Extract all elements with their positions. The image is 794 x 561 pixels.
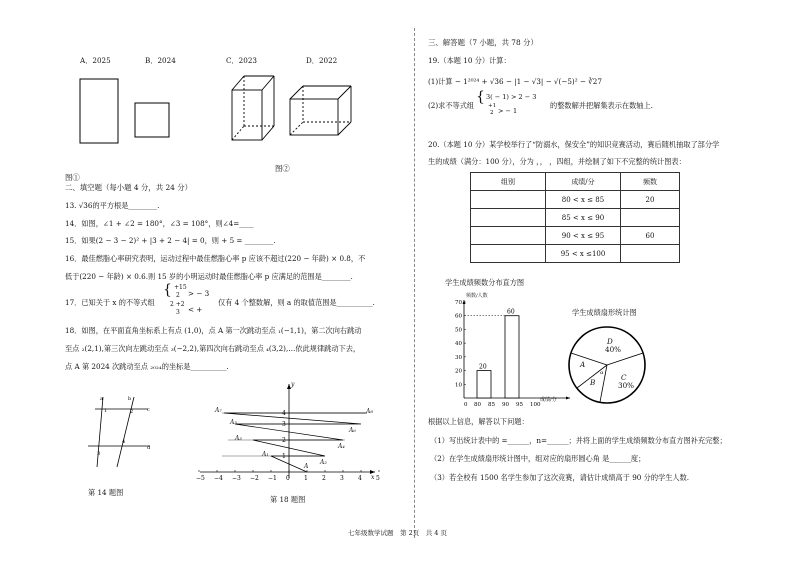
- question-14: 14．如图，∠1 + ∠2 = 180°，∠3 = 108°，则∠4=____: [65, 219, 254, 228]
- fig14-angle3: 3: [97, 451, 101, 457]
- question-19-part2-prefix: (2)求不等式组: [428, 101, 475, 110]
- fig14-angle4: 4: [122, 439, 126, 445]
- fig14-label-a: a: [100, 396, 103, 402]
- table-row: 90 < x ≤ 95 60: [471, 227, 680, 245]
- fig18-label-a3: A₃: [235, 435, 242, 442]
- hist-y-tick-label: 20: [455, 368, 462, 375]
- fig18-y-tick-label: 1: [282, 453, 286, 460]
- fig18-x-tick-label: 4: [358, 475, 362, 482]
- hist-x-tick-label: 85: [488, 402, 495, 408]
- histogram-x-label: 成绩/分: [540, 397, 557, 403]
- fig18-x-axis-label: x: [371, 474, 375, 481]
- fig14-angle1: 1: [104, 408, 108, 414]
- fig18-x-tick-label: 3: [340, 475, 344, 482]
- fig18-y-tick-label: 2: [282, 437, 286, 444]
- q19-sys1: 3( − 1) > 2 − 3: [486, 93, 537, 101]
- subquestion-2: （2）在学生成绩扇形统计图中，组对应的扇形圆心角 是______度；: [430, 454, 646, 463]
- question-19-head: 19.（本题 10 分）计算：: [428, 56, 511, 65]
- hist-y-tick-label: 10: [455, 382, 462, 389]
- table-row: 85 < x ≤ 90: [471, 209, 680, 227]
- question-18-line2: 至点 ₂(2,1),第三次向左跳动至点 ₃(−2,2),第四次向右跳动至点 ₄(3,2),…依此规律跳动下去，: [65, 344, 361, 353]
- fig18-x-tick-label: −5: [196, 475, 205, 482]
- q19-sys2-den: 2: [490, 110, 494, 116]
- option-d: D．2022: [306, 56, 338, 65]
- fig18-label-a1: A₁: [262, 451, 269, 458]
- fig18-y-tick-label: 4: [282, 410, 286, 417]
- fig18-x-tick-label: 2: [322, 475, 326, 482]
- question-13: 13. √36的平方根是________.: [65, 201, 160, 210]
- pie-label-d: D: [607, 337, 613, 346]
- hist-y-tick-label: 50: [455, 327, 462, 334]
- subquestion-3: （3）若全校有 1500 名学生参加了这次竞赛，请估计成绩高于 90 分的学生人数.: [430, 473, 690, 482]
- option-c: C．2023: [226, 56, 257, 65]
- table-header: 组别: [471, 173, 546, 191]
- table-header: 成绩/分: [546, 173, 621, 191]
- q19-brace: {: [476, 89, 485, 105]
- question-20-line1: 20.（本题 10 分）某学校举行了“防溺水，保安全”的知识竞赛活动，赛后随机抽取了部分学: [428, 140, 720, 149]
- fig18-y-tick-label: 3: [282, 421, 286, 428]
- fig18-label-a8: A₈: [366, 408, 373, 415]
- section3-title: 三、解答题（7 小题，共 78 分）: [428, 38, 538, 47]
- table-header: 频数: [621, 173, 680, 191]
- fig18-x-tick-label: −1: [268, 475, 277, 482]
- pie-title: 学生成绩扇形统计图: [572, 308, 637, 317]
- hist-x-tick-label: 80: [474, 402, 481, 408]
- fig18-y-axis-label: y: [291, 381, 295, 388]
- option-b: B．2024: [145, 56, 176, 65]
- pie-label-a: A: [580, 360, 586, 369]
- q17-sys1-num: +15: [174, 284, 187, 291]
- question-18-line3: 点 A 第 2024 次跳动至点 ₂₀₂₄的坐标是__________.: [65, 362, 229, 371]
- q19-sys2-num: +1: [488, 103, 497, 109]
- fig18-x-tick-label: −2: [250, 475, 259, 482]
- question-20-line2: 生的成绩（满分：100 分），分为 ，， ，四组，并绘制了如下不完整的统计图表：: [428, 157, 686, 166]
- hist-x-tick-label: 100: [530, 402, 541, 408]
- fig1-caption: 图①: [65, 173, 80, 182]
- hist-bar-label: 60: [507, 308, 515, 316]
- pie-label-b: B: [590, 378, 596, 387]
- fig14-caption: 第 14 题图: [88, 488, 124, 497]
- section2-title: 二、填空题（每小题 4 分，共 24 分）: [65, 183, 192, 192]
- page-footer: 七年级数学试题 第 2页 共 4 页: [348, 529, 447, 537]
- q17-sys2-num: 2 +2: [170, 301, 185, 308]
- fig18-label-a2: A₂: [320, 459, 327, 466]
- fig14-label-b: b: [128, 396, 132, 402]
- question-18-line1: 18．如图，在平面直角坐标系上有点 (1,0)，点 A 第一次跳动至点 ₁(−1,1)，第二次向右跳动: [65, 326, 362, 335]
- q17-brace: {: [163, 282, 172, 298]
- q17-sys2-den: 3: [176, 309, 180, 316]
- fig18-label-a4: A₄: [338, 443, 345, 450]
- q19-sys2-rhs: > − 1: [498, 107, 518, 115]
- question-17-suffix: 仅有 4 个整数解，则 a 的取值范围是__________.: [218, 298, 375, 307]
- fig14-label-d: d: [147, 445, 151, 451]
- fig18-label-a5: A₅: [230, 419, 237, 426]
- fig18-x-tick-label: 0: [286, 475, 290, 482]
- hist-y-tick-label: 40: [455, 341, 462, 348]
- fig18-x-tick-label: −3: [232, 475, 241, 482]
- hist-x-tick-label: 95: [516, 402, 523, 408]
- fig18-x-tick-label: −4: [214, 475, 223, 482]
- question-19-part2-suffix: 的整数解并把解集表示在数轴上.: [550, 101, 653, 110]
- hist-x-tick-label: 0: [464, 402, 468, 408]
- table-row: 80 < x ≤ 85 20: [471, 191, 680, 209]
- fig18-label-a7: A₇: [215, 407, 222, 414]
- after-chart-line: 根据以上信息，解答以下问题：: [428, 417, 529, 426]
- q17-sys2-rhs: < +: [188, 305, 203, 314]
- q17-sys1-rhs: > − 3: [188, 289, 210, 298]
- fig18-label-a6: A₆: [349, 427, 356, 434]
- fig18-caption: 第 18 题图: [270, 495, 306, 504]
- question-19-part1: (1)计算 − 1²⁰²⁴ + √36 − |1 − √3| − √(−5)² − ∛27: [428, 77, 602, 86]
- hist-y-tick-label: 70: [455, 300, 462, 306]
- table-row: 95 < x ≤100: [471, 245, 680, 263]
- question-15: 15．如果(2 − 3 − 2)² + |3 + 2 − 4| = 0，则 + 5 = ________.: [65, 236, 276, 245]
- hist-y-tick-label: 60: [455, 313, 462, 320]
- option-a: A．2025: [80, 56, 111, 65]
- question-17-prefix: 17．已知关于 x 的不等式组: [65, 298, 155, 307]
- fig2-caption: 图②: [275, 164, 290, 173]
- fig14-angle2: 2: [130, 409, 134, 415]
- question-16-line1: 16．最佳燃脂心率研究表明，运动过程中最佳燃脂心率 p 应该不超过(220 − 年龄) × 0.8，不: [65, 254, 366, 263]
- pie-label-c-pct: 30%: [618, 381, 634, 390]
- hist-y-tick-label: 30: [455, 354, 462, 361]
- histogram-title: 学生成绩频数分布直方图: [445, 278, 525, 287]
- hist-bar-label: 20: [479, 363, 487, 371]
- q17-sys1-den: 2: [176, 292, 180, 299]
- subquestion-1: （1）写出统计表中的 =______，n=______；并将上面的学生成绩频数分布直方图补充完整；: [430, 436, 727, 445]
- fig14-label-c: c: [147, 407, 150, 413]
- hist-x-tick-label: 90: [502, 402, 509, 408]
- pie-label-d-pct: 40%: [605, 345, 621, 354]
- fig18-x-tick-label: 5: [376, 475, 380, 482]
- histogram-y-label: 频数/人数: [466, 293, 488, 299]
- pie-label-alpha: α: [600, 370, 604, 376]
- fig18-label-a: A: [304, 463, 309, 470]
- question-16-line2: 低于(220 − 年龄) × 0.6.则 15 岁的小明运动时最佳燃脂心率 p 应满足的范围是________.: [65, 272, 353, 281]
- fig18-x-tick-label: 1: [304, 475, 308, 482]
- pie-label-c: C: [621, 373, 627, 382]
